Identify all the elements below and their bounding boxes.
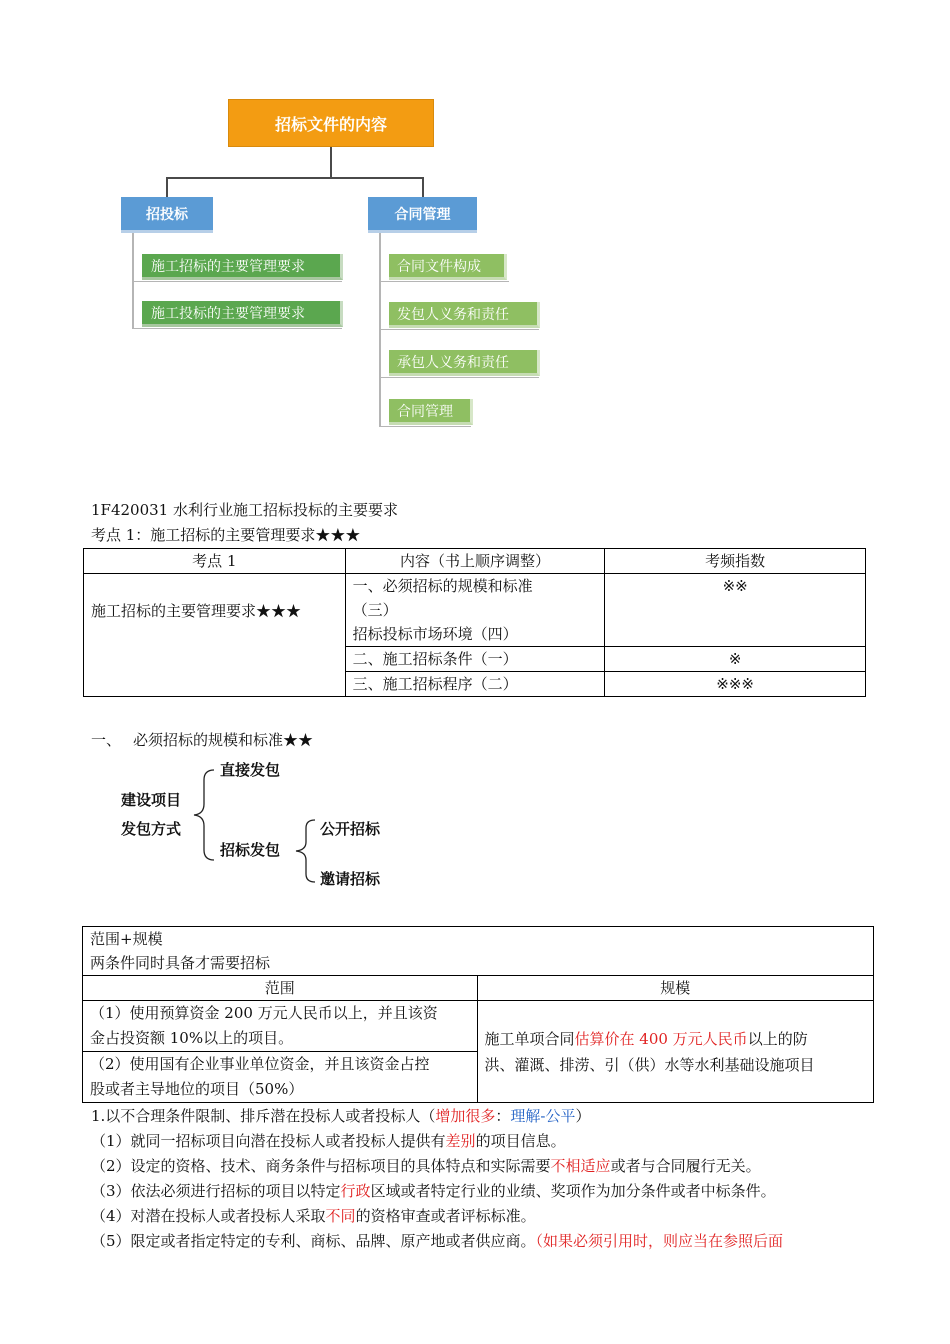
scale-line	[485, 1026, 867, 1052]
note-line: 范围+规模	[90, 930, 163, 948]
table-header: 内容（书上顺序调整）	[345, 549, 605, 574]
connector	[330, 147, 332, 177]
list-title-text: 1.以不合理条件限制、排斥潜在投标人或者投标人（	[91, 1107, 436, 1125]
freq-cell: ※※※	[605, 672, 866, 697]
list-title	[91, 1105, 590, 1127]
mindmap-leaf-tender-requirements: 施工投标的主要管理要求	[142, 301, 343, 327]
topic-cell	[84, 574, 346, 697]
range-cell	[83, 1052, 478, 1103]
table-header: 范围	[83, 976, 478, 1001]
table-header: 考频指数	[605, 549, 866, 574]
list-item: （2）设定的资格、技术、商务条件与招标项目的具体特点和实际需要不相适应或者与合同履行无关。	[91, 1157, 761, 1175]
list-item: （5）限定或者指定特定的专利、商标、品牌、原产地或者供应商。（如果必须引用时，则应当在参照后面	[91, 1232, 784, 1250]
list-title-highlight: 增加很多	[435, 1107, 496, 1125]
content-line: （三）	[352, 601, 398, 619]
note-line: 两条件同时具备才需要招标	[90, 954, 271, 972]
range-line: （1）使用预算资金 200 万元人民币以上，并且该资	[90, 1004, 438, 1022]
brace-icon	[188, 768, 218, 862]
connector	[379, 426, 471, 427]
connector	[379, 281, 509, 282]
scale-text: 施工单项合同	[484, 1029, 575, 1048]
list-title-note: 理解-公平	[510, 1107, 576, 1125]
mindmap-leaf-bid-requirements: 施工招标的主要管理要求	[142, 254, 343, 280]
connector	[379, 233, 381, 427]
list-title-text: ）	[575, 1107, 591, 1125]
list-item: （1）就同一招标项目向潜在投标人或者投标人提供有差别的项目信息。	[91, 1132, 566, 1150]
brace-bid: 招标发包	[220, 841, 281, 859]
range-line: （2）使用国有企业事业单位资金，并且该资金占控	[90, 1055, 430, 1073]
connector	[166, 177, 424, 179]
connector	[132, 328, 342, 329]
range-cell	[83, 1001, 478, 1052]
table-header: 规模	[477, 976, 874, 1001]
mindmap-leaf-employer-duties: 发包人义务和责任	[389, 302, 540, 328]
list-item: （4）对潜在投标人或者投标人采取不同的资格审查或者评标标准。	[91, 1207, 536, 1225]
table-row	[83, 927, 874, 976]
list-item: （3）依法必须进行招标的项目以特定行政区域或者特定行业的业绩、奖项作为加分条件或者中标条件。	[91, 1182, 776, 1200]
content-cell: 三、施工招标程序（二）	[345, 672, 605, 697]
topic-text: 施工招标的主要管理要求★★★	[91, 602, 302, 620]
scope-scale-table	[82, 926, 874, 1103]
content-cell	[345, 574, 605, 647]
table-header: 考点 1	[84, 549, 346, 574]
freq-cell: ※	[605, 647, 866, 672]
connector	[379, 329, 539, 330]
mindmap-root: 招标文件的内容	[228, 99, 434, 147]
content-line: 招标投标市场环境（四）	[352, 625, 518, 643]
mindmap-node-bidding: 招投标	[121, 197, 213, 233]
exam-point-table	[83, 548, 866, 697]
table-row	[84, 574, 866, 647]
scale-text: 以上的防	[747, 1029, 808, 1048]
table-header-row	[83, 976, 874, 1001]
note-cell	[83, 927, 874, 976]
brace-invite: 邀请招标	[320, 870, 381, 888]
range-line: 股或者主导地位的项目（50%）	[90, 1080, 304, 1098]
brace-public: 公开招标	[320, 820, 381, 838]
brace-root-line: 建设项目	[121, 791, 182, 809]
content-line: 一、必须招标的规模和标准	[352, 577, 533, 595]
brace-root-line: 发包方式	[121, 820, 182, 838]
connector	[422, 177, 424, 198]
freq-cell: ※※	[605, 574, 866, 647]
mindmap-leaf-contract-docs: 合同文件构成	[389, 254, 507, 280]
table-row	[83, 1001, 874, 1052]
scale-line: 洪、灌溉、排涝、引（供）水等水利基础设施项目	[484, 1055, 815, 1074]
list-title-text: ：	[495, 1107, 511, 1125]
connector	[132, 281, 342, 282]
brace-direct: 直接发包	[220, 761, 281, 779]
heading-number: 一、	[91, 731, 122, 749]
mindmap-node-contract: 合同管理	[368, 197, 477, 233]
content-cell: 二、施工招标条件（一）	[345, 647, 605, 672]
range-line: 金占投资额 10%以上的项目。	[90, 1029, 294, 1047]
connector	[379, 377, 539, 378]
scale-cell	[477, 1001, 874, 1103]
scale-highlight: 估算价在 400 万元人民币	[574, 1029, 748, 1048]
heading-text: 必须招标的规模和标准★★	[133, 731, 314, 749]
brace-icon	[290, 818, 318, 884]
point-title: 考点 1：施工招标的主要管理要求★★★	[91, 526, 361, 544]
connector	[166, 177, 168, 198]
section-title: 1F420031 水利行业施工招标投标的主要要求	[91, 501, 398, 519]
mindmap-leaf-contractor-duties: 承包人义务和责任	[389, 350, 540, 376]
table-header-row	[84, 549, 866, 574]
mindmap-leaf-contract-management: 合同管理	[389, 399, 473, 425]
